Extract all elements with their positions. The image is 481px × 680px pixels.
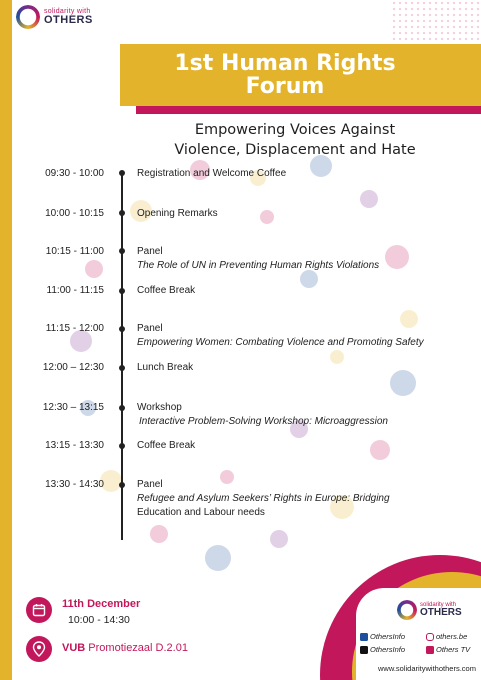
title-underline [136,106,481,114]
agenda-label: Registration and Welcome Coffee [137,168,287,179]
timeline-dot [119,443,125,449]
timeline-dot [119,482,125,488]
agenda-detail: Empowering Women: Combating Violence and Promoting Safety [137,337,424,348]
title-line-2: Forum [245,74,325,99]
agenda-time: 12:30 – 13:15 [42,402,104,413]
agenda-label: Panel [137,246,163,257]
event-date: 11th December [62,598,141,610]
agenda-detail-line-1: Refugee and Asylum Seekers’ Rights in Europe: Bridging [137,493,390,504]
subtitle-line-1: Empowering Voices Against [194,122,396,138]
agenda-time: 12:00 – 12:30 [42,362,104,373]
facebook-handle: OthersInfo [370,632,406,641]
venue-room: Promotiezaal D.2.01 [85,642,188,654]
footer-logo-tagline: solidarity with [420,602,457,608]
timeline-dot [119,326,125,332]
timeline-dot [119,248,125,254]
agenda-label: Coffee Break [137,440,196,451]
facebook-link[interactable] [360,632,405,641]
x-link[interactable] [360,645,405,654]
instagram-link[interactable] [426,632,467,641]
timeline-dot [119,170,125,176]
left-gold-stripe [0,0,12,680]
agenda-time: 11:00 - 11:15 [46,285,104,296]
website-link[interactable]: www.solidaritywithothers.com [378,664,476,673]
timeline-dot [119,210,125,216]
agenda-label: Opening Remarks [137,208,218,219]
calendar-icon [26,597,52,623]
timeline-dot [119,405,125,411]
youtube-link[interactable] [426,645,470,654]
event-venue [62,642,188,654]
footer-logo-ring-icon [397,600,417,620]
instagram-handle: others.be [436,632,468,641]
x-handle: OthersInfo [370,645,406,654]
agenda-label: Panel [137,323,163,334]
agenda-label: Lunch Break [137,362,194,373]
subtitle-line-2: Violence, Displacement and Hate [174,142,416,158]
youtube-handle: Others TV [436,645,471,654]
logo-wordmark: OTHERS [44,14,93,26]
agenda-time: 10:15 - 11:00 [45,246,104,257]
timeline-dot [119,288,125,294]
event-hours: 10:00 - 14:30 [68,614,130,626]
agenda-label: Panel [137,479,163,490]
map-pin-icon [26,636,52,662]
youtube-icon [426,646,434,654]
page-title [120,52,450,98]
venue-building: VUB [62,642,86,654]
agenda-detail-line-2: Education and Labour needs [137,507,265,518]
timeline-dot [119,365,125,371]
agenda-time: 13:30 - 14:30 [45,479,104,490]
agenda-detail: The Role of UN in Preventing Human Rights Violations [137,260,380,271]
facebook-icon [360,633,368,641]
logo-ring-icon [16,5,40,29]
logo-tagline: solidarity with [44,8,91,15]
instagram-icon [426,633,434,641]
agenda-label: Workshop [137,402,182,413]
agenda-label: Coffee Break [137,285,196,296]
agenda-time: 10:00 - 10:15 [45,208,104,219]
title-line-1: 1st Human Rights [174,51,396,76]
footer-logo-wordmark: OTHERS [420,607,462,618]
agenda-time: 11:15 - 12:00 [45,323,104,334]
agenda-time: 09:30 - 10:00 [45,168,104,179]
x-icon [360,646,368,654]
dot-pattern [391,0,481,40]
footer-logo [397,600,462,620]
header-logo [16,5,93,29]
agenda-time: 13:15 - 13:30 [45,440,104,451]
agenda-detail: Interactive Problem-Solving Workshop: Microaggression [139,416,388,427]
